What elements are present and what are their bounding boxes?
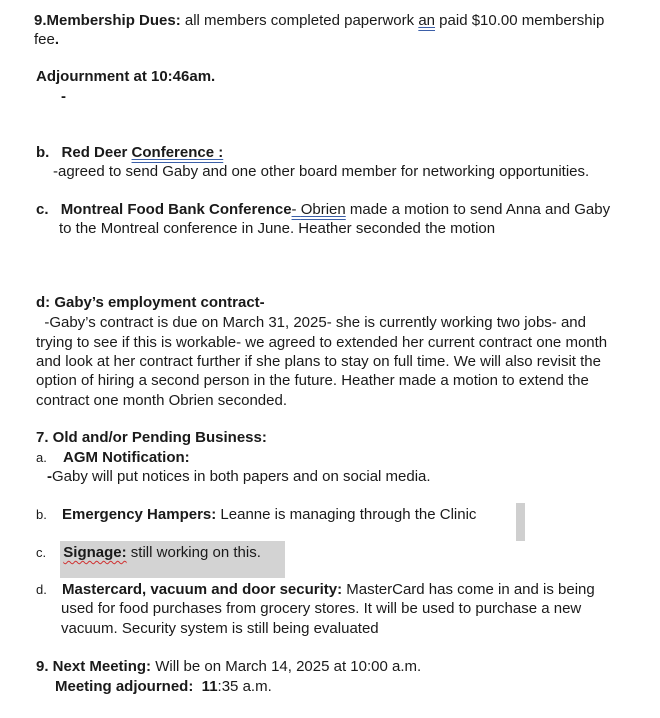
signage-marker: c. (36, 545, 47, 560)
red-deer-title-a: Red Deer (61, 144, 132, 161)
contract-line-1: -Gaby’s contract is due on March 31, 2025- she is currently working two jobs- and (36, 314, 586, 331)
agm-heading (36, 448, 190, 467)
contract-line-3: and look at her contract further if she plans to stay on full time. We will also revisit the (36, 353, 601, 370)
montreal-name: Obrien (300, 201, 346, 218)
membership-line-2 (34, 30, 59, 49)
agm-title: AGM Notification: (63, 449, 190, 466)
membership-heading: 9.Membership Dues: (34, 12, 181, 29)
mastercard-line-2: used for food purchases from grocery stores. It will be used to purchase a new (61, 600, 582, 617)
meeting-adjourned-line (55, 677, 272, 696)
montreal-line-1 (36, 200, 610, 219)
mastercard-line-1 (36, 580, 595, 599)
adjournment-label: Adjournment at 10:46am. (36, 68, 216, 85)
adjournment-dash: - (61, 88, 66, 105)
contract-line-4: option of hiring a second person in the future. Heather made a motion to extend the (36, 372, 589, 389)
red-deer-marker: b. (36, 144, 50, 161)
mastercard-text-1: MasterCard has come in and is being (342, 581, 595, 598)
hampers-line (36, 505, 476, 524)
montreal-dash: - (291, 201, 301, 218)
next-meeting-text: Will be on March 14, 2025 at 10:00 a.m. (151, 658, 422, 675)
meeting-adjourned-label: Meeting adjourned: (55, 678, 194, 695)
agm-text-dash: - (47, 468, 52, 485)
red-deer-text: -agreed to send Gaby and one other board member for networking opportunities. (53, 163, 590, 180)
signage-title: Signage: (63, 544, 127, 561)
montreal-line1-rest: made a motion to send Anna and Gaby (345, 201, 611, 218)
membership-text-b: paid $10.00 membership (435, 12, 605, 29)
hampers-title: Emergency Hampers: (62, 506, 217, 523)
meeting-adjourned-rest: :35 a.m. (217, 678, 272, 695)
contract-heading-text: d: Gaby’s employment contract- (36, 294, 265, 311)
old-business-heading (36, 428, 267, 447)
adjournment-dash-line (61, 87, 66, 106)
montreal-title: Montreal Food Bank Conference (60, 201, 292, 218)
mastercard-marker: d. (36, 582, 47, 597)
membership-line-1 (34, 11, 604, 30)
signage-line (36, 543, 261, 562)
membership-text-a: all members completed paperwork (180, 12, 419, 29)
next-meeting-line (36, 657, 421, 676)
montreal-marker: c. (36, 201, 49, 218)
contract-line-2: trying to see if this is workable- we agreed to extended her current contract one month (36, 334, 608, 351)
adjournment-line (36, 67, 215, 86)
agm-text: Gaby will put notices in both papers and on social media. (52, 468, 431, 485)
signage-text: still working on this. (126, 544, 261, 561)
old-business-heading-text: 7. Old and/or Pending Business: (36, 429, 267, 446)
red-deer-title-b: Conference : (131, 144, 224, 161)
membership-line2: fee (34, 31, 55, 48)
contract-line-5: contract one month Obrien seconded. (36, 392, 287, 409)
membership-line2-end: . (54, 31, 60, 48)
membership-an: an (418, 12, 436, 29)
hampers-text: Leanne is managing through the Clinic (216, 506, 477, 523)
red-deer-heading (36, 143, 223, 162)
montreal-line-2: to the Montreal conference in June. Heather seconded the motion (59, 220, 496, 237)
agm-marker: a. (36, 450, 47, 465)
meeting-adjourned-bold: 11 (193, 678, 218, 695)
next-meeting-heading: 9. Next Meeting: (36, 658, 152, 675)
hampers-marker: b. (36, 507, 47, 522)
agm-text-line (47, 467, 431, 486)
selection-bar (516, 503, 525, 541)
mastercard-title: Mastercard, vacuum and door security: (62, 581, 343, 598)
contract-heading (36, 293, 265, 312)
mastercard-line-3: vacuum. Security system is still being evaluated (61, 620, 379, 637)
